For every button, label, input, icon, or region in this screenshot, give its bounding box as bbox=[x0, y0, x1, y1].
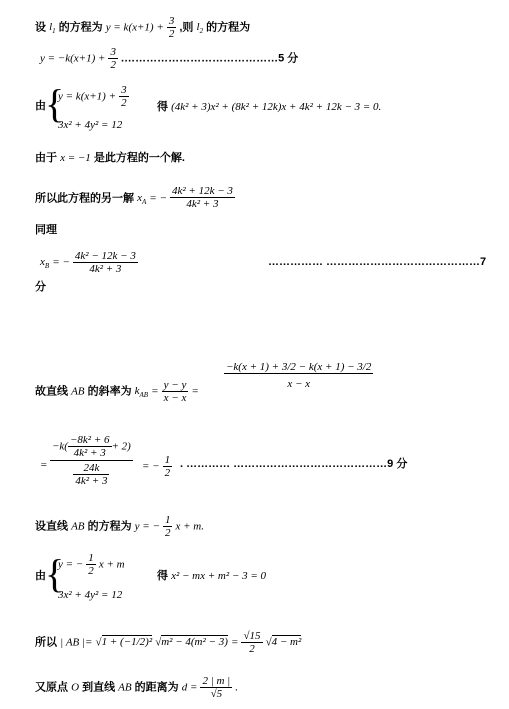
line-ab-definition: 设直线 AB 的方程为 y = − $\frac{1}{2}$ x + m. bbox=[35, 514, 204, 539]
math-l1: $l_1$ bbox=[49, 21, 56, 36]
math-eq: y = k(x+1) + bbox=[105, 21, 164, 34]
line-l2-equation bbox=[40, 46, 298, 71]
system-1-row-1: y = k(x+1) + $\frac{3}{2}$ bbox=[58, 84, 127, 109]
fraction: $\frac{3}{2}$ bbox=[110, 46, 116, 71]
similarly-label: 同理 bbox=[35, 224, 57, 236]
system-2-result: 得 x² − mx + m² − 3 = 0 bbox=[157, 570, 267, 582]
score-marker-7: …………… ……………………………………7 bbox=[268, 256, 487, 268]
line-xb: $x_B$ = − $\frac{\text{4k² − 12k − 3}}{\text{4k² + 3}}$ bbox=[40, 250, 136, 275]
brace-icon: { bbox=[45, 81, 65, 126]
line-distance: 又原点 O 到直线 AB 的距离为 d = $\frac{2 | m |}{√5}$ . bbox=[35, 675, 239, 700]
line-slope: 故直线 AB 的斜率为 $k_{AB}$ = $\frac{y - y}{x - x}$ = bbox=[35, 379, 199, 404]
text: 的方程为 bbox=[206, 21, 251, 34]
line-l1-definition bbox=[35, 15, 250, 40]
brace-icon: { bbox=[45, 551, 65, 596]
system-2-row-1: y = − $\frac{1}{2}$ x + m bbox=[58, 552, 125, 577]
line-known-root: 由于 x = −1 是此方程的一个解. bbox=[35, 152, 185, 164]
line-ab-length: 所以 | AB |= √1 + (−1/2)² √m² − 4(m² − 3) = $\frac{√15}{2}$ √4 − m² bbox=[35, 630, 302, 655]
math-eq: y = −k(x+1) + bbox=[40, 52, 106, 65]
score-marker: .……………………………………5 分 bbox=[121, 52, 299, 65]
fraction: $\frac{3}{2}$ bbox=[168, 15, 175, 40]
score-marker-7-unit: 分 bbox=[35, 281, 46, 293]
line-other-root: 所以此方程的另一解 $x_A$ = − $\frac{\text{4k² + 12k − 3}}{\text{4k² + 3}}$ bbox=[35, 185, 233, 210]
score-marker-9: . ………… ……………………………………9 分 bbox=[180, 458, 408, 470]
calc-compound-fraction: −k( $\frac{\text{−8k² + 6}}{\text{4k² + 3}}$ + 2) $\frac{24k}{\text{4k² + 3}}$ bbox=[52, 434, 131, 487]
system-1-row-2: 3x² + 4y² = 12 bbox=[58, 119, 123, 131]
system-2-prefix: 由 bbox=[35, 570, 46, 582]
slope-fraction: $\frac{-k(x + 1) + 3/2 - k(x + 1) - 3/2}{x - x}$ bbox=[226, 361, 372, 390]
system-2-row-2: 3x² + 4y² = 12 bbox=[58, 589, 123, 601]
text: 设 bbox=[35, 21, 46, 34]
text: 的方程为 bbox=[58, 21, 103, 34]
text: ,则 bbox=[179, 21, 194, 34]
calc-eq: = bbox=[40, 459, 48, 471]
calc-result: = − $\frac{1}{2}$ bbox=[142, 454, 171, 479]
system-1-result: 得 (4k² + 3)x² + (8k² + 12k)x + 4k² + 12k − 3 = 0. bbox=[157, 101, 382, 113]
math-l2: $l_2$ bbox=[196, 21, 204, 36]
system-1-prefix: 由 bbox=[35, 100, 46, 112]
